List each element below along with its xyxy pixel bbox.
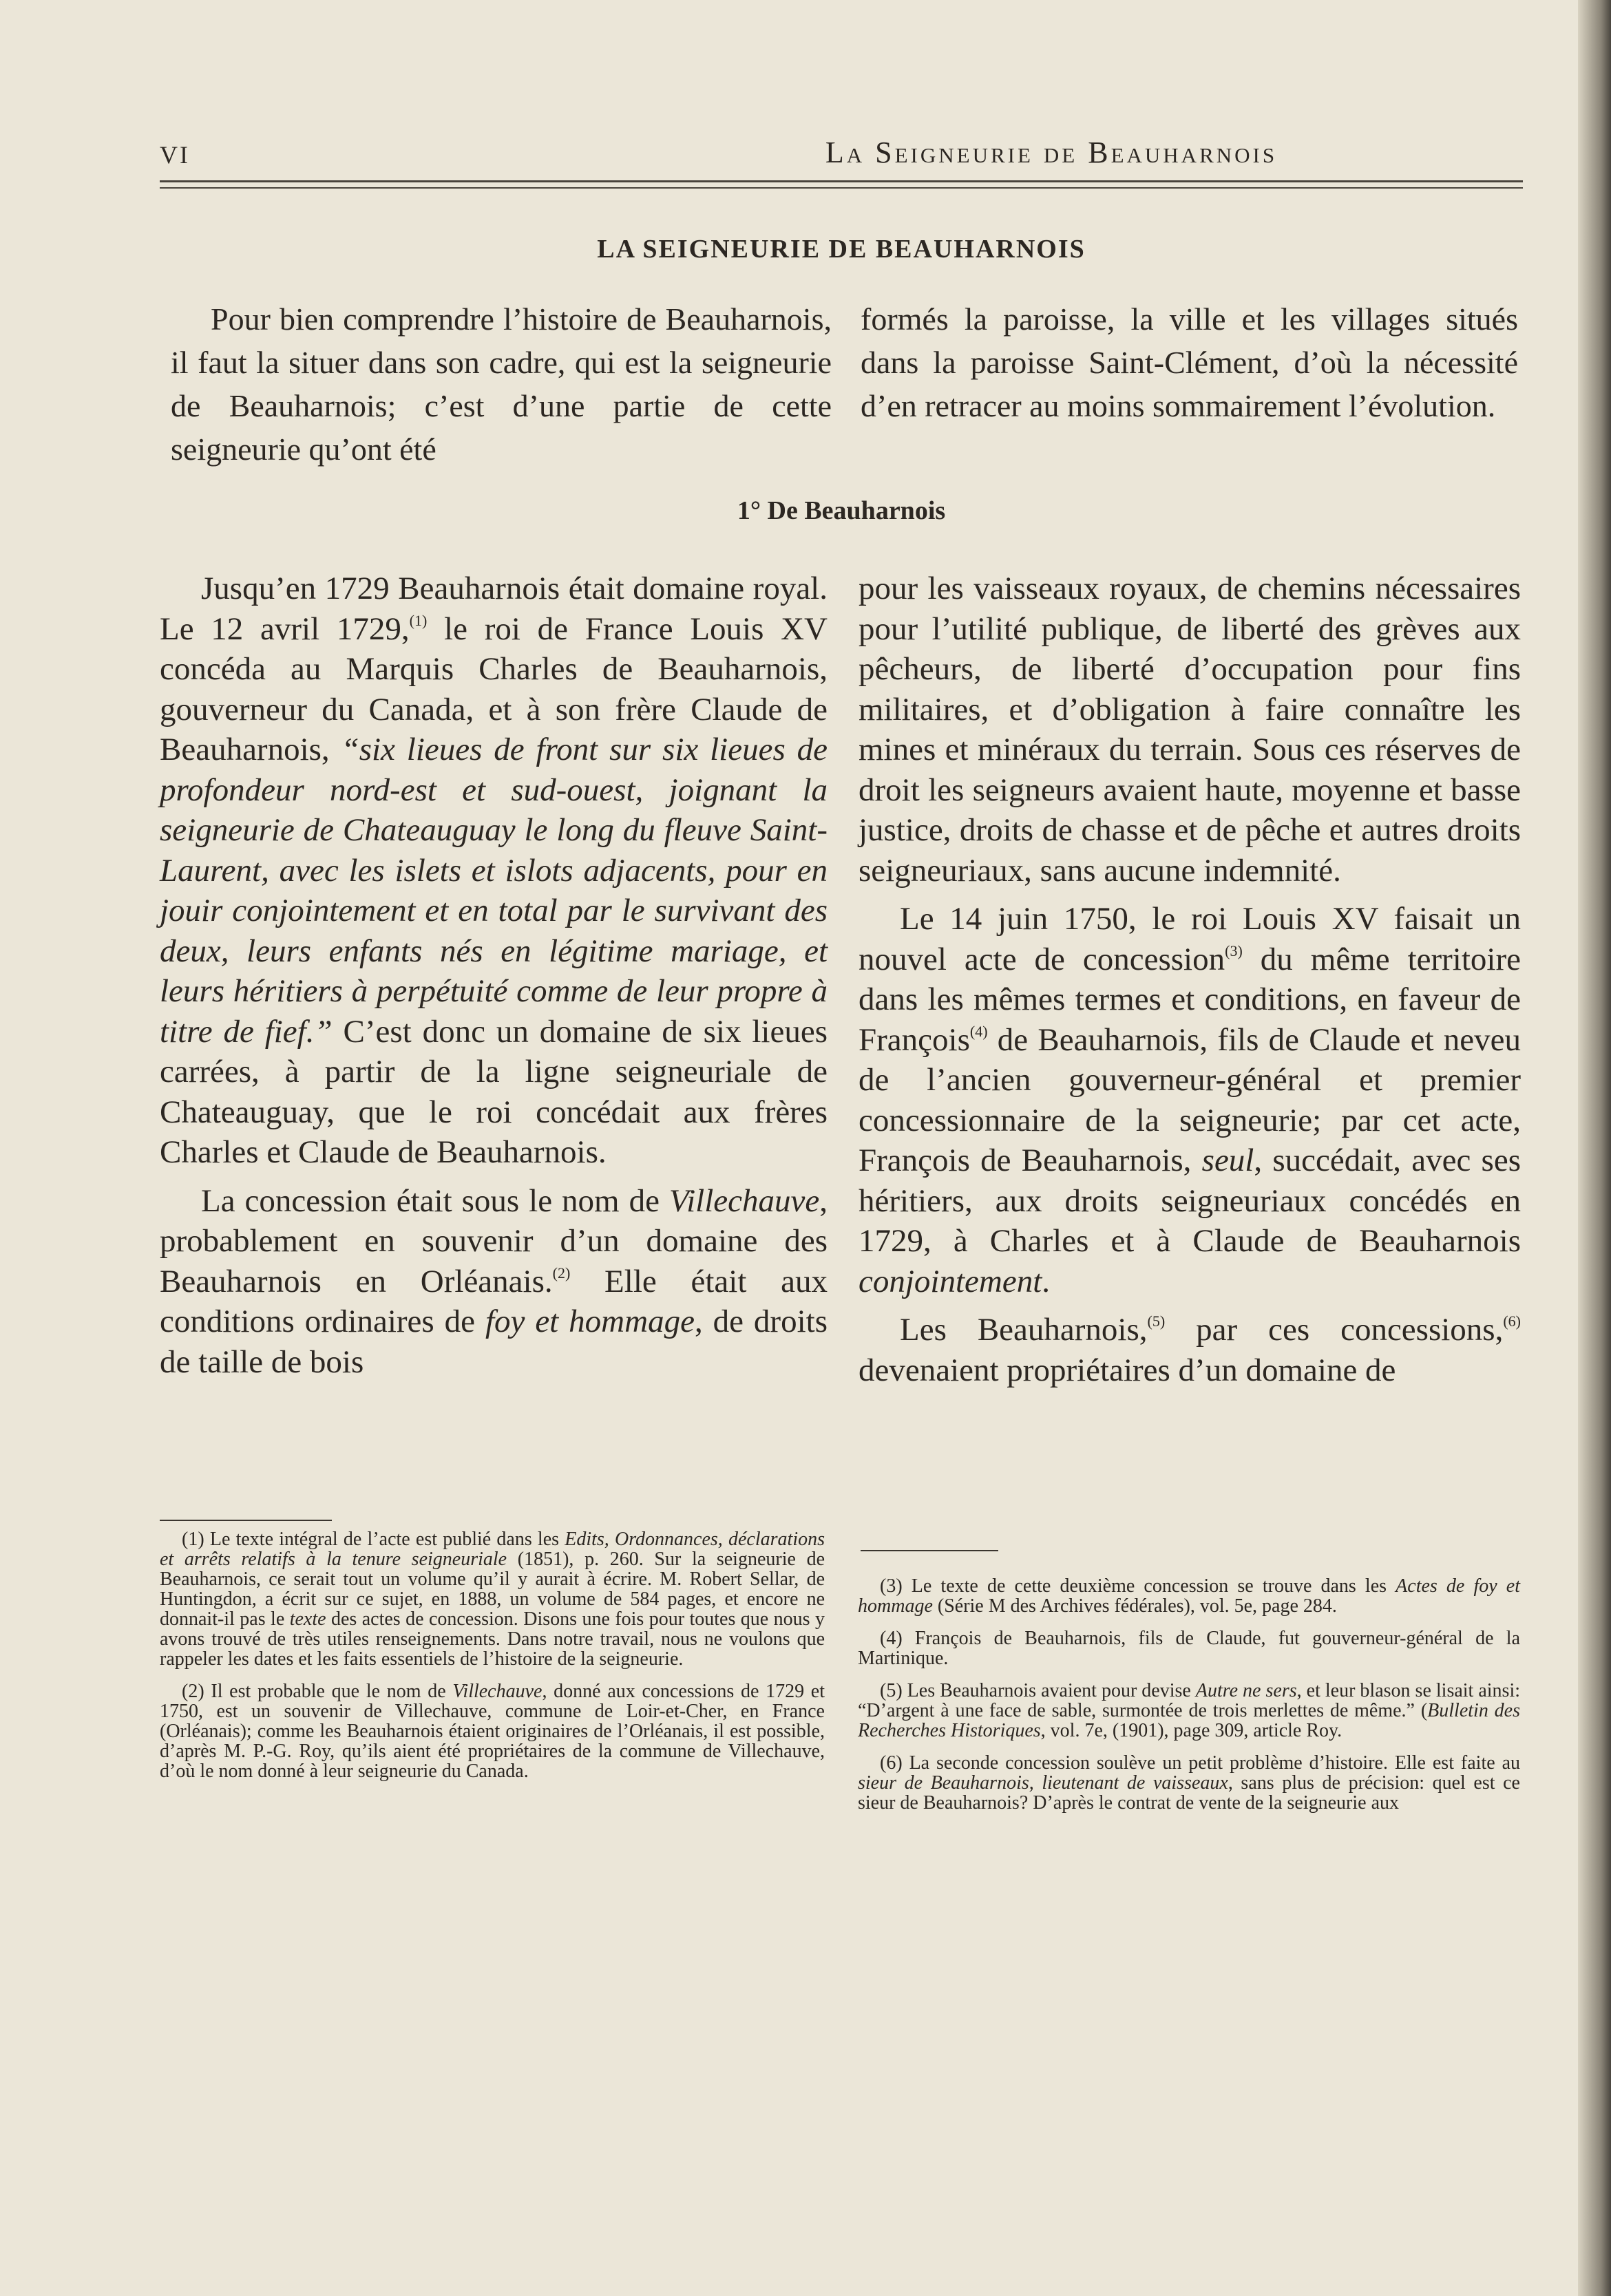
footnote-ref-6: (6) (1503, 1312, 1521, 1330)
italic-term: texte (289, 1608, 326, 1630)
text-run: , vol. 7e, (1901), page 309, article Roy. (1040, 1720, 1342, 1741)
text-run: Les Beauharnois, (900, 1312, 1148, 1348)
header-rule-bottom (160, 187, 1523, 189)
header-rule-top (160, 180, 1523, 182)
section-heading: 1° De Beauharnois (737, 496, 946, 525)
italic-term: Villechauve (668, 1182, 820, 1219)
body-left-column (160, 568, 828, 1390)
text-run: (1) Le texte intégral de l’acte est publié dans les (182, 1529, 565, 1550)
footnote-rule-right (861, 1550, 998, 1551)
footnote-5 (858, 1681, 1520, 1741)
footnote-1 (160, 1529, 825, 1669)
text-run: . (1042, 1263, 1051, 1299)
italic-term: Edits, Ordonnances, déclarations et arrêts relatifs à la tenure seigneuriale (160, 1529, 825, 1570)
footnote-ref-3: (3) (1225, 942, 1243, 959)
page-edge-shadow (1578, 0, 1611, 2296)
footnotes-right (858, 1576, 1520, 1825)
footnote-3 (858, 1576, 1520, 1616)
text-run: du même territoire dans les mêmes termes et conditions, en faveur de François (859, 941, 1521, 1058)
text-run: , probablement en souvenir d’un domaine des Beauharnois en Orléanais. (160, 1182, 828, 1299)
text-run: , donné aux concessions de 1729 et 1750, est un souvenir de Villechauve, commune de Loir-et-Cher, en France (Orléanais); comme les Beauharnois étaient originaires de l’Orléanais, il est possible, d’après M. P.-G. Roy, qu’ils aient été propriétaires de la commune de Villechauve, d’où le nom donné à leur seigneurie du Canada. (160, 1681, 825, 1782)
body-right-column (859, 568, 1521, 1399)
italic-term: seul (1201, 1142, 1254, 1178)
intro-paragraph-right: formés la paroisse, la ville et les villages situés dans la paroisse Saint-Clément, d’où la nécessité d’en retracer au moins sommairement l’évolution. (861, 301, 1518, 423)
footnote-ref-2: (2) (552, 1264, 571, 1282)
running-head (160, 135, 1523, 176)
paragraph-concession-1750 (859, 899, 1521, 1301)
italic-term: Bulletin des Recherches Historiques (858, 1700, 1520, 1741)
text-run: (6) La seconde concession soulève un petit problème d’histoire. Elle est faite au (880, 1752, 1520, 1774)
text-run: (2) Il est probable que le nom de (182, 1681, 453, 1702)
chapter-title: LA SEIGNEURIE DE BEAUHARNOIS (597, 235, 1086, 264)
italic-term: Autre ne sers (1195, 1680, 1297, 1701)
text-run: Le 14 juin 1750, le roi Louis XV faisait un nouvel acte de concession (859, 901, 1521, 977)
text-run: (5) Les Beauharnois avaient pour devise (880, 1680, 1196, 1701)
italic-term: conjointement (859, 1263, 1042, 1299)
text-run: Jusqu’en 1729 Beauharnois était domaine royal. Le 12 avril 1729, (160, 571, 828, 647)
paragraph-proprietaires (859, 1310, 1521, 1390)
text-run: par ces concessions, (1165, 1312, 1504, 1348)
running-title: La Seigneurie de Beauharnois (825, 136, 1278, 169)
text-run: devenaient propriétaires d’un domaine de (859, 1352, 1396, 1388)
text-run: le roi de France Louis XV concéda au Marquis Charles de Beauharnois, gouverneur du Canada, et à son frère Claude de Beauharnois, (160, 610, 828, 767)
page-number: VI (160, 141, 190, 169)
text-run: Elle était aux conditions ordinaires de (160, 1263, 828, 1339)
italic-term: Actes de foy et hommage (858, 1575, 1521, 1617)
footnote-2 (160, 1681, 825, 1781)
intro-left-column (171, 297, 832, 471)
footnotes-left (160, 1529, 825, 1794)
text-run: des actes de concession. Disons une fois pour toutes que nous y avons trouvé de très utiles renseignements. Dans notre travail, nous ne voulons que rappeler les dates et les faits essentiels de l’histoire de la seigneurie. (160, 1608, 825, 1670)
paragraph-continued: pour les vaisseaux royaux, de chemins nécessaires pour l’utilité publique, de liberté des grèves aux pêcheurs, de liberté d’occupation pour fins militaires, et d’obligation à faire connaître les mines et minéraux du terrain. Sous ces réserves de droit les seigneurs avaient haute, moyenne et basse justice, droits de chasse et de pêche et autres droits seigneuriaux, sans aucune indemnité. (859, 571, 1521, 889)
footnote-6 (858, 1753, 1520, 1813)
intro-right-column (861, 297, 1518, 427)
paragraph-concession-1729 (160, 568, 828, 1173)
text-run: (1851), p. 260. Sur la seigneurie de Beauharnois, ce serait tout un volume qu’il y aurait à écrire. M. Robert Sellar, de Huntingdon, a écrit sur ce sujet, en 1888, un volume de 584 pages, et encore ne donnait-il pas le (160, 1549, 825, 1630)
text-run: , succédait, avec ses héritiers, aux droits seigneuriaux concédés en 1729, à Charles et à Claude de Beauharnois (859, 1142, 1521, 1259)
text-run: (Série M des Archives fédérales), vol. 5e, page 284. (932, 1595, 1337, 1617)
footnote-rule-left (160, 1520, 332, 1521)
footnote-ref-4: (4) (969, 1022, 988, 1040)
footnote-ref-1: (1) (409, 611, 428, 629)
paragraph-villechauve (160, 1181, 828, 1383)
italic-term: sieur de Beauharnois, lieutenant de vaisseaux (858, 1772, 1228, 1794)
text-run: , de droits de taille de bois (160, 1304, 828, 1380)
quoted-grant-text: “six lieues de front sur six lieues de profondeur nord-est et sud-ouest, joignant la seigneurie de Chateauguay le long du fleuve Saint-Laurent, avec les islets et islots adjacents, pour en jouir conjointement et en total par le survivant des deux, leurs enfants nés en légitime mariage, et leurs héritiers à perpétuité comme de leur propre à titre de fief.” (160, 732, 828, 1050)
text-run: (3) Le texte de cette deuxième concession se trouve dans les (880, 1575, 1396, 1597)
footnote-ref-5: (5) (1147, 1312, 1166, 1330)
text-run: , et leur blason se lisait ainsi: “D’argent à une face de sable, surmontée de trois merlettes de même.” ( (858, 1680, 1521, 1721)
footnote-4: (4) François de Beauharnois, fils de Claude, fut gouverneur-général de la Martinique. (858, 1628, 1520, 1669)
intro-paragraph-left: Pour bien comprendre l’histoire de Beauharnois, il faut la situer dans son cadre, qui est la seigneurie de Beauharnois; c’est d’une partie de cette seigneurie qu’ont été (171, 301, 832, 467)
italic-term: Villechauve (452, 1681, 543, 1702)
text-run: de Beauharnois, fils de Claude et neveu de l’ancien gouverneur-général et premier concessionnaire de la seigneurie; par cet acte, François de Beauharnois, (859, 1021, 1521, 1178)
text-run: , sans plus de précision: quel est ce sieur de Beauharnois? D’après le contrat de vente de la seigneurie aux (858, 1772, 1520, 1814)
italic-term: foy et hommage (485, 1304, 695, 1339)
text-run: C’est donc un domaine de six lieues carrées, à partir de la ligne seigneuriale de Chateauguay, que le roi concédait aux frères Charles et Claude de Beauharnois. (160, 1013, 828, 1170)
text-run: La concession était sous le nom de (201, 1182, 669, 1219)
